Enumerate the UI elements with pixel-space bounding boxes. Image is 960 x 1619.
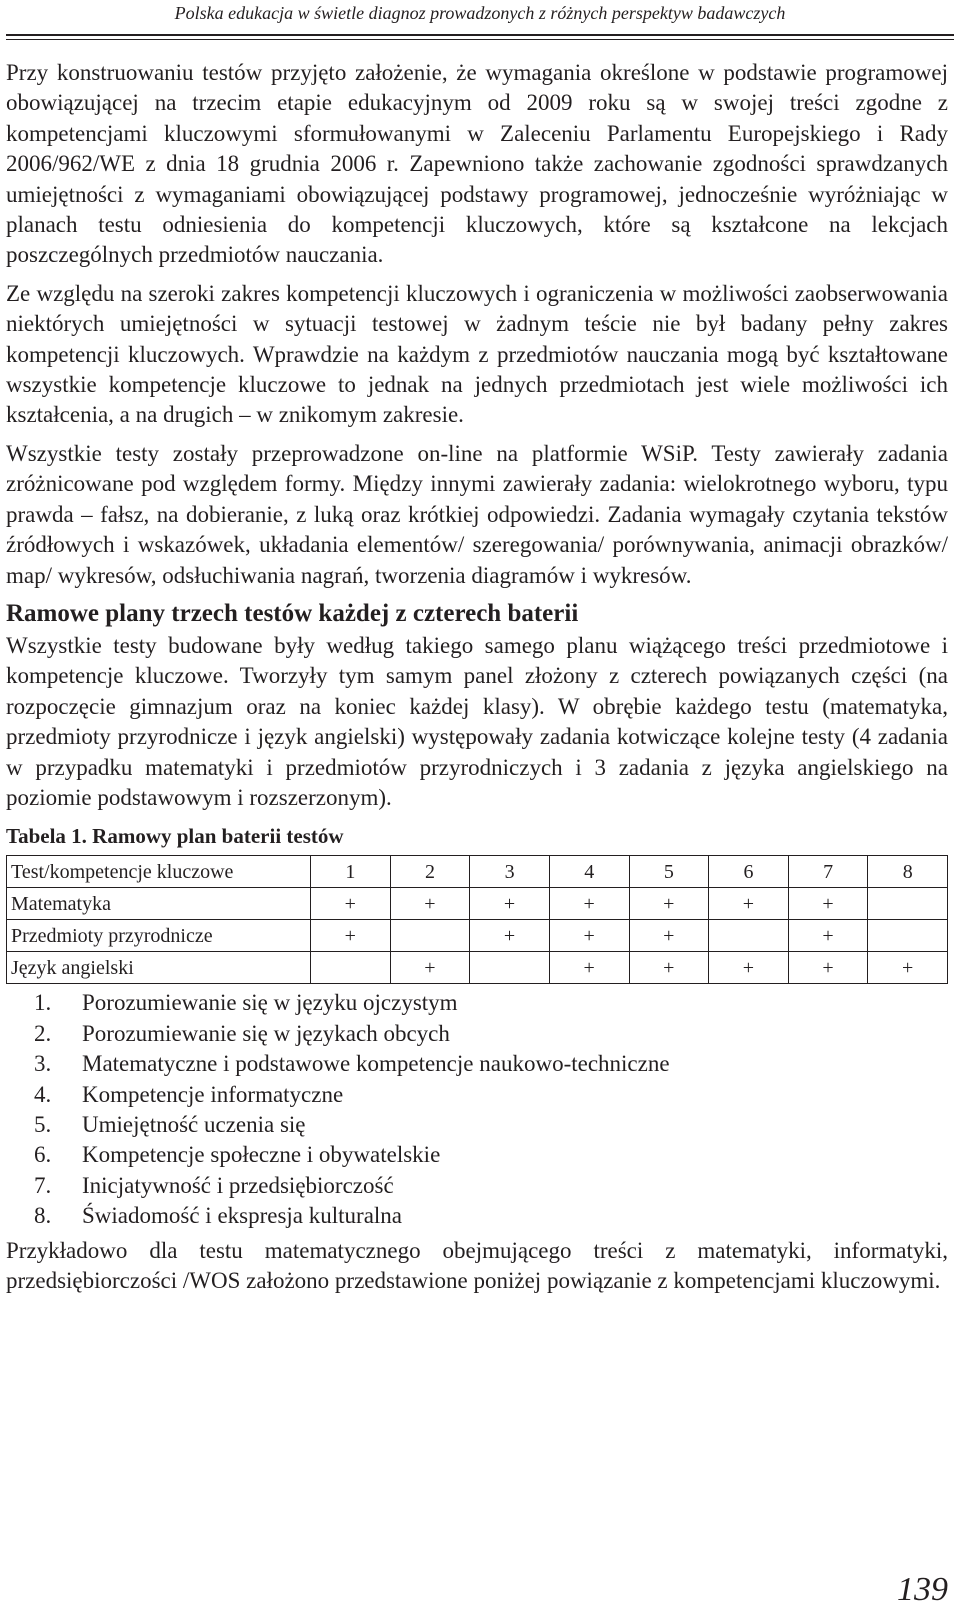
table-cell: Matematyka (7, 888, 311, 920)
competences-list (6, 988, 948, 1231)
section-paragraph: Wszystkie testy budowane były według takiego samego planu wiążącego treści przedmiotowe i kompetencje kluczowe. Tworzyły tym samym panel złożony z czterech powiązanych części (na rozpoczęcie gimnazjum oraz na koniec każdej klasy). W obrębie każdego testu (matematyka, przedmioty przyrodnicze i język angielski) występowały zadania kotwiczące kolejne testy (4 zadania w przypadku matematyki i przedmiotów przyrodniczych i 3 zadania z języka angielskiego na poziomie podstawowym i rozszerzonym). (6, 632, 948, 810)
table-cell: + (390, 952, 470, 984)
table-cell (709, 920, 789, 952)
table-cell: + (629, 952, 709, 984)
list-item-text: Kompetencje informatyczne (82, 1081, 344, 1107)
table-cell (868, 888, 948, 920)
list-item (6, 1201, 948, 1231)
table-header-cell: 5 (629, 856, 709, 888)
list-item (6, 1049, 948, 1079)
table-row (7, 888, 948, 920)
table-header-cell: 8 (868, 856, 948, 888)
table-cell: + (390, 888, 470, 920)
table-header-cell: Test/kompetencje kluczowe (7, 856, 311, 888)
list-item-number: 8. (34, 1203, 52, 1229)
table-cell: + (629, 920, 709, 952)
list-item-text: Inicjatywność i przedsiębiorczość (82, 1172, 394, 1198)
table-cell: + (788, 952, 868, 984)
table-header-cell: 3 (470, 856, 550, 888)
table-cell: + (549, 952, 629, 984)
table-header-cell: 7 (788, 856, 868, 888)
table-cell (311, 952, 391, 984)
test-plan-table (6, 855, 948, 984)
running-header (0, 0, 960, 34)
list-item-text: Porozumiewanie się w językach obcych (82, 1020, 450, 1046)
table-cell: + (549, 920, 629, 952)
page-number: 139 (897, 1571, 948, 1608)
paragraph-1: Przy konstruowaniu testów przyjęto założenie, że wymagania określone w podstawie programowej obowiązującej na trzecim etapie edukacyjnym od 2009 roku są w swojej treści zgodne z kompetencjami kluczowymi sformułowanymi w Zaleceniu Parlamentu Europejskiego i Rady 2006/962/WE z dnia 18 grudnia 2006 r. Zapewniono także zachowanie zgodności sprawdzanych umiejętności z wymaganiami obowiązującej podstawy programowej, jednocześnie wyróżniając w planach testu odniesienia do kompetencji kluczowych, które są kształcone na lekcjach poszczególnych przedmiotów nauczania. (6, 60, 948, 268)
table-cell: + (629, 888, 709, 920)
list-item-number: 5. (34, 1111, 52, 1137)
table-cell: + (470, 920, 550, 952)
page-body (6, 58, 948, 1304)
list-item-text: Matematyczne i podstawowe kompetencje naukowo-techniczne (82, 1051, 670, 1077)
paragraph-3: Wszystkie testy zostały przeprowadzone on-line na platformie WSiP. Testy zawierały zadania zróżnicowane pod względem formy. Między innymi zawierały zadania: wielokrotnego wyboru, typu prawda – fałsz, na dobieranie, z luką oraz krótkiej odpowiedzi. Zadania wymagały czytania tekstów źródłowych i wskazówek, układania elementów/ szeregowania/ porównywania, animacji obrazków/ map/ wykresów, odsłuchiwania nagrań, tworzenia diagramów i wykresów. (6, 440, 948, 588)
list-item-text: Umiejętność uczenia się (82, 1111, 306, 1137)
list-item-text: Porozumiewanie się w języku ojczystym (82, 990, 458, 1016)
table-cell (390, 920, 470, 952)
list-item-number: 1. (34, 990, 52, 1016)
table-cell: + (709, 952, 789, 984)
list-item-number: 3. (34, 1051, 52, 1077)
list-item-number: 6. (34, 1142, 52, 1168)
list-item (6, 1080, 948, 1110)
list-item (6, 1171, 948, 1201)
table-cell (868, 920, 948, 952)
table-header-row (7, 856, 948, 888)
table-header-cell: 4 (549, 856, 629, 888)
table-header-cell: 1 (311, 856, 391, 888)
closing-paragraph: Przykładowo dla testu matematycznego obejmującego treści z matematyki, informatyki, przedsiębiorczości /WOS założono przedstawione poniżej powiązanie z kompetencjami kluczowymi. (6, 1237, 948, 1293)
table-cell: Przedmioty przyrodnicze (7, 920, 311, 952)
list-item (6, 988, 948, 1018)
list-item-number: 2. (34, 1020, 52, 1046)
paragraph-2: Ze względu na szeroki zakres kompetencji kluczowych i ograniczenia w możliwości zaobserwowania niektórych umiejętności w sytuacji testowej w żadnym teście nie był badany pełny zakres kompetencji kluczowych. Wprawdzie na każdym z przedmiotów nauczania mogą być kształtowane wszystkie kompetencje kluczowe to jednak na jednych przedmiotach jest wiele możliwości ich kształcenia, a na drugich – w znikomym zakresie. (6, 280, 948, 428)
list-item (6, 1110, 948, 1140)
table-row (7, 952, 948, 984)
list-item (6, 1140, 948, 1170)
table-cell (470, 952, 550, 984)
table-cell: + (311, 888, 391, 920)
table-header-cell: 6 (709, 856, 789, 888)
table-cell: + (788, 920, 868, 952)
list-item-number: 7. (34, 1172, 52, 1198)
table-caption: Tabela 1. Ramowy plan baterii testów (6, 824, 344, 849)
table-cell: + (868, 952, 948, 984)
section-heading: Ramowe plany trzech testów każdej z czterech baterii (6, 599, 579, 627)
table-cell: + (549, 888, 629, 920)
table-header-cell: 2 (390, 856, 470, 888)
table-cell: + (788, 888, 868, 920)
running-title: Polska edukacja w świetle diagnoz prowadzonych z różnych perspektyw badawczych (174, 3, 786, 23)
list-item (6, 1019, 948, 1049)
table-cell: Język angielski (7, 952, 311, 984)
list-item-text: Kompetencje społeczne i obywatelskie (82, 1142, 441, 1168)
header-rule (6, 34, 954, 40)
table-cell: + (470, 888, 550, 920)
list-item-text: Świadomość i ekspresja kulturalna (82, 1203, 403, 1229)
table-row (7, 920, 948, 952)
table-cell: + (311, 920, 391, 952)
list-item-number: 4. (34, 1081, 52, 1107)
table-cell: + (709, 888, 789, 920)
